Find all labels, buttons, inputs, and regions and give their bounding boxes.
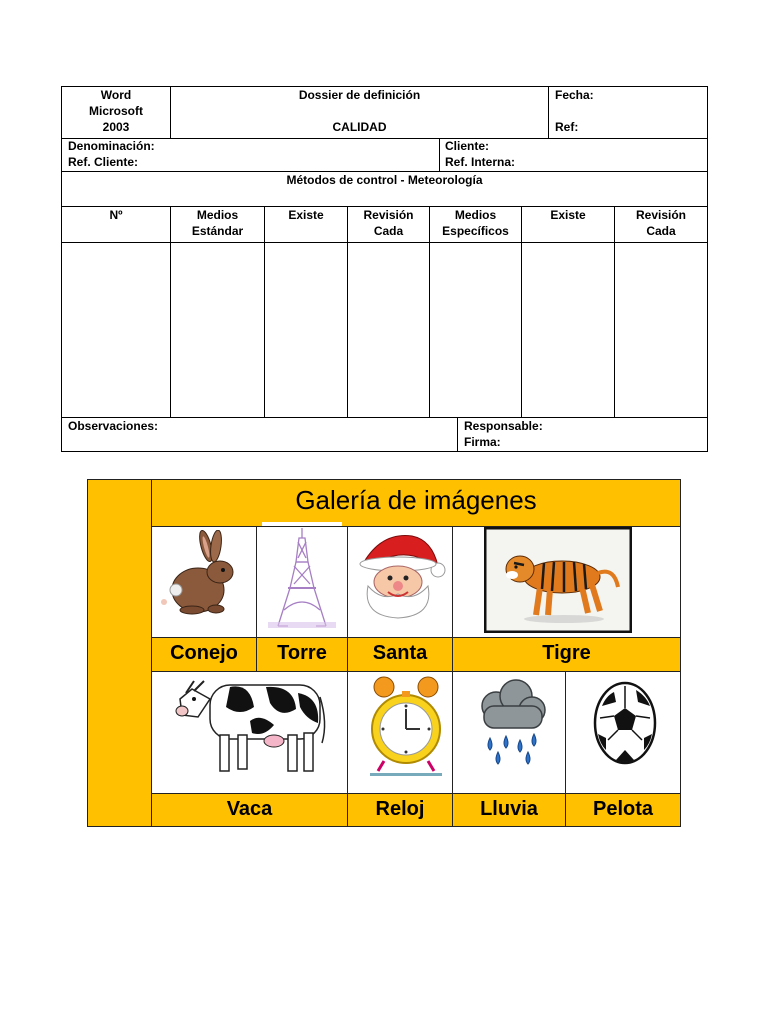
label-lluvia: Lluvia xyxy=(480,798,538,820)
column-header-specific-means: Medios xyxy=(454,208,497,222)
column-header-exists: Existe xyxy=(288,208,324,222)
app-version: 2003 xyxy=(102,120,130,134)
soccer-ball-icon xyxy=(592,678,658,768)
label-torre: Torre xyxy=(277,642,327,664)
alarm-clock-icon xyxy=(366,673,446,779)
column-header-review: Revisión xyxy=(363,208,414,222)
rabbit-icon xyxy=(156,530,252,620)
denomination-label: Denominación: xyxy=(68,139,155,153)
client-label: Cliente: xyxy=(445,139,490,153)
observations-label: Observaciones: xyxy=(68,419,159,433)
label-santa: Santa xyxy=(372,642,428,664)
client-ref-label: Ref. Cliente: xyxy=(68,155,139,169)
cow-icon xyxy=(170,673,330,783)
santa-icon xyxy=(352,530,448,620)
app-name-line1: Word xyxy=(100,88,132,102)
internal-ref-label: Ref. Interna: xyxy=(445,155,516,169)
column-header-standard-means: Medios xyxy=(196,208,239,222)
column-header-review-b: Revisión xyxy=(635,208,686,222)
doc-title: Dossier de definición xyxy=(298,88,421,102)
column-header-specific-means-2: Específicos xyxy=(442,224,509,238)
label-vaca: Vaca xyxy=(226,798,273,820)
column-header-review-2: Cada xyxy=(373,224,404,238)
responsible-label: Responsable: xyxy=(464,419,543,433)
column-header-number: Nº xyxy=(109,208,123,222)
date-label: Fecha: xyxy=(555,88,594,102)
gallery-title: Galería de imágenes xyxy=(295,485,537,515)
column-header-standard-means-2: Estándar xyxy=(191,224,244,238)
section-title: Métodos de control - Meteorología xyxy=(286,173,483,187)
label-tigre: Tigre xyxy=(542,642,591,664)
tiger-icon xyxy=(484,527,632,633)
eiffel-tower-icon xyxy=(258,522,346,632)
ref-label: Ref: xyxy=(555,120,579,134)
label-conejo: Conejo xyxy=(170,642,238,664)
column-header-exists-2: Existe xyxy=(550,208,586,222)
app-name-line2: Microsoft xyxy=(89,104,143,118)
rain-cloud-icon xyxy=(472,676,550,768)
column-header-review-b-2: Cada xyxy=(646,224,676,238)
label-pelota: Pelota xyxy=(592,798,654,820)
label-reloj: Reloj xyxy=(375,798,425,820)
signature-label: Firma: xyxy=(464,435,501,449)
doc-subtitle: CALIDAD xyxy=(332,120,387,134)
